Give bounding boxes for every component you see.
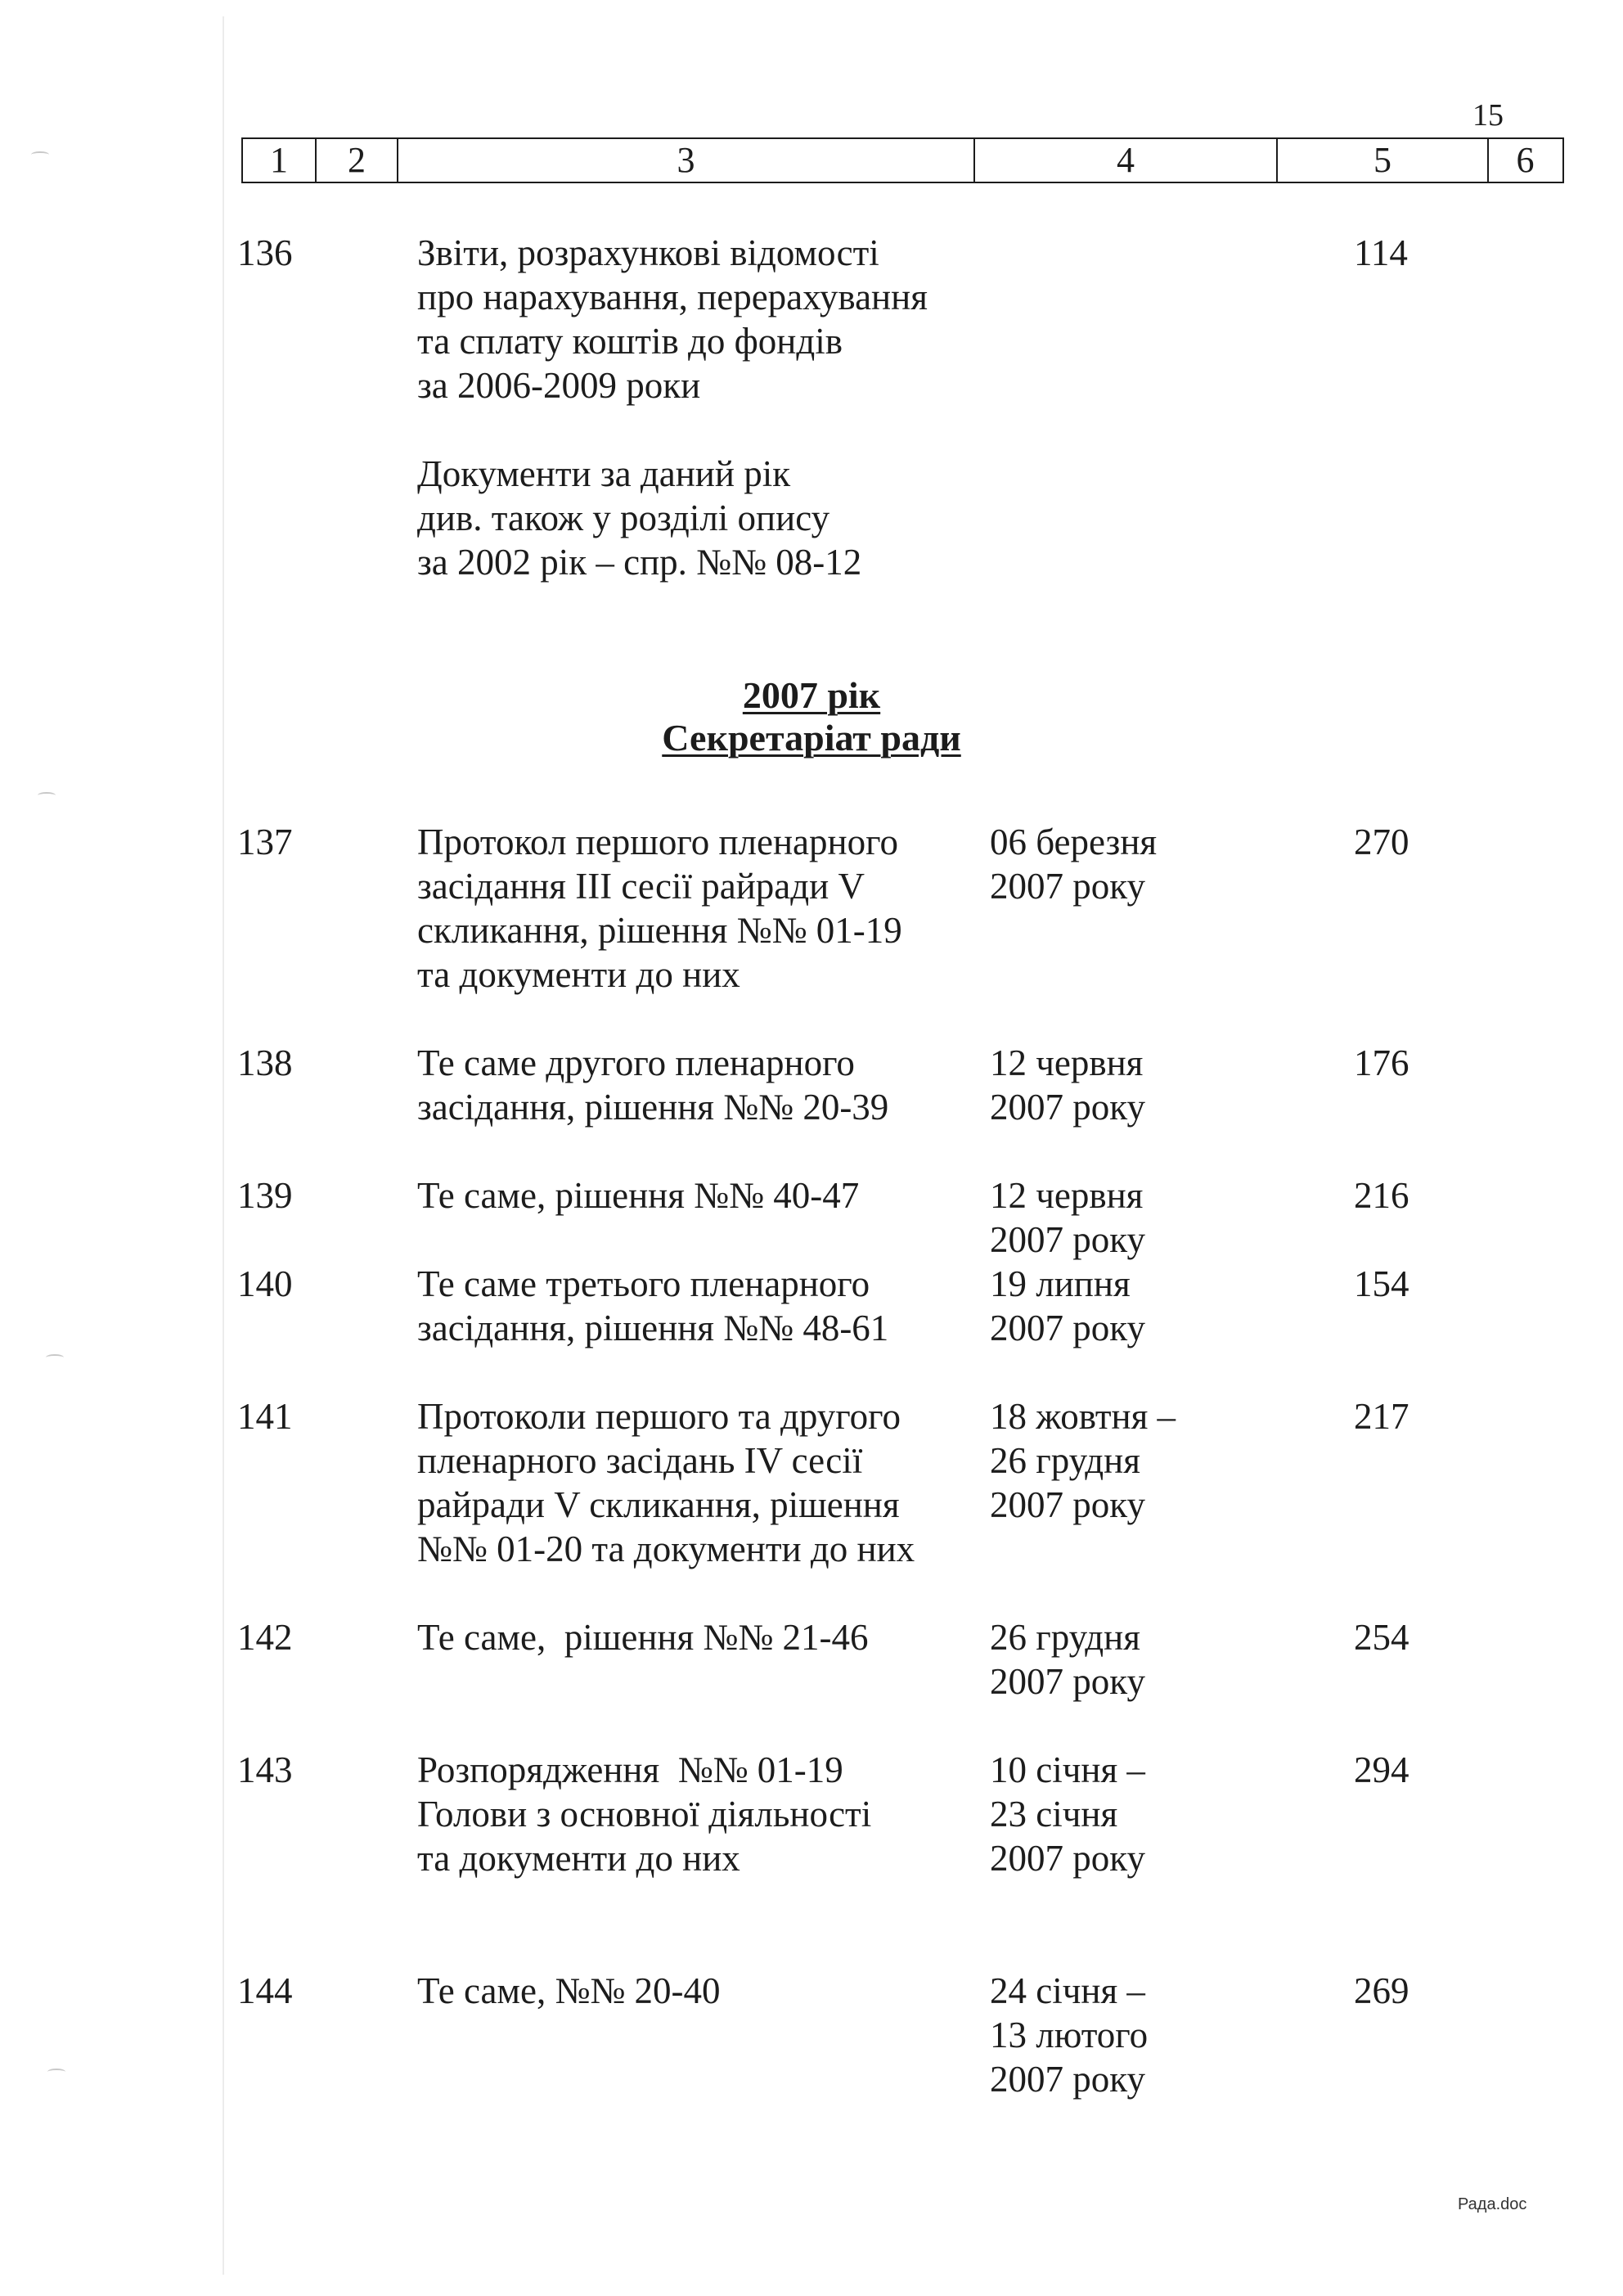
entry-title: Те саме, №№ 20-40 [417,1970,721,2011]
column-header-2: 2 [317,139,398,182]
entry-date: 10 січня – 23 січня 2007 року [990,1749,1145,1879]
entry-date: 06 березня 2007 року [990,822,1158,907]
entry-number: 137 [237,822,293,862]
scan-smudge [31,151,49,158]
scan-smudge [47,2069,65,2075]
page-number: 15 [1472,98,1504,133]
section-department-heading: Секретаріат ради [662,717,961,759]
entry-title: Те саме третього пленарного засідання, рішення №№ 48-61 [417,1263,889,1348]
column-header-1: 1 [243,139,317,182]
entry-pages: 176 [1354,1042,1409,1083]
entry-note: Документи за даний рік див. також у розділі опису за 2002 рік – спр. №№ 08-12 [417,453,862,583]
entry-number: 142 [237,1617,293,1658]
entry-title: Те саме, рішення №№ 21-46 [417,1617,869,1658]
entry-title: Те саме другого пленарного засідання, рішення №№ 20-39 [417,1042,889,1128]
entry-title: Те саме, рішення №№ 40-47 [417,1175,860,1216]
entry-number: 144 [237,1970,293,2011]
entry-pages: 270 [1354,822,1409,862]
page-scan-edge [223,16,224,2275]
entry-number: 140 [237,1263,293,1304]
entry-pages: 216 [1354,1175,1409,1216]
column-header-3: 3 [398,139,975,182]
footer-filename: Рада.doc [1458,2195,1527,2213]
entry-number: 139 [237,1175,293,1216]
entry-pages: 294 [1354,1749,1409,1790]
entry-pages: 217 [1354,1396,1409,1437]
entry-number: 143 [237,1749,293,1790]
column-header-6: 6 [1516,140,1535,180]
entry-title: Протоколи першого та другого пленарного засідань IV сесії райради V скликання, рішення №№ 01-20 та документи до них [417,1396,915,1569]
column-header-4: 4 [975,139,1278,182]
entry-pages: 254 [1354,1617,1409,1658]
entry-date: 24 січня – 13 лютого 2007 року [990,1970,1149,2100]
entry-number: 138 [237,1042,293,1083]
scan-smudge [38,792,56,799]
section-year-heading: 2007 рік [742,674,881,716]
entry-number: 141 [237,1396,293,1437]
entry-pages: 114 [1354,232,1408,273]
entry-pages: 154 [1354,1263,1409,1304]
entry-title: Звіти, розрахункові відомості про нарахування, перерахування та сплату коштів до фондів за 2006-2009 роки [417,232,928,406]
column-header-5: 5 [1278,139,1489,182]
entry-title: Протокол першого пленарного засідання ІІІ сесії райради V скликання, рішення №№ 01-19 та документи до них [417,822,902,995]
entry-date: 12 червня 2007 року [990,1175,1145,1260]
entry-date: 26 грудня 2007 року [990,1617,1145,1702]
entry-number: 136 [237,232,293,273]
scan-smudge [46,1354,64,1361]
entry-pages: 269 [1354,1970,1409,2011]
entry-date: 19 липня 2007 року [990,1263,1145,1348]
entry-date: 18 жовтня – 26 грудня 2007 року [990,1396,1176,1525]
column-header-row [241,137,1564,183]
entry-date: 12 червня 2007 року [990,1042,1145,1128]
entry-title: Розпорядження №№ 01-19 Голови з основної діяльності та документи до них [417,1749,872,1879]
